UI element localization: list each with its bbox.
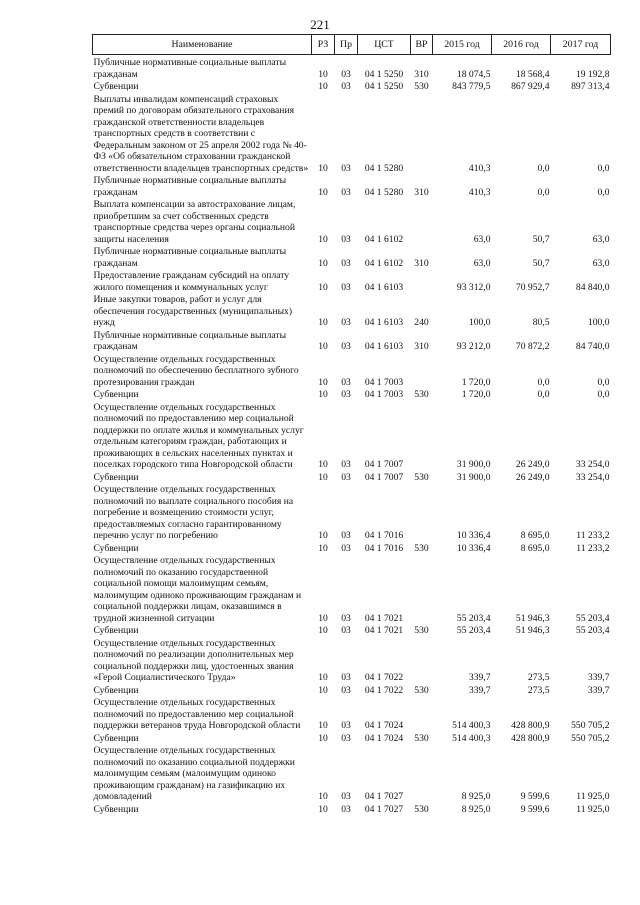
cell-2016: 50,7 [532, 257, 550, 269]
table-row [93, 353, 611, 389]
cell-2015: 31 900,0 [456, 471, 491, 483]
cell-2016: 26 249,0 [515, 471, 550, 483]
cell-pr: 03 [341, 720, 351, 731]
cell-pr: 03 [341, 684, 351, 696]
cell-2017: 11 233,2 [576, 530, 610, 541]
cell-2015: 93 212,0 [456, 341, 491, 352]
cell-vr: 530 [414, 542, 429, 554]
table-row [93, 269, 611, 293]
cell-2015: 100,0 [468, 317, 491, 328]
cell-name: Осуществление отдельных государственных полномочий по оказанию государственной социальной помощи малоимущим семьям, малоимущим одиноко проживающим гражданам и социальной поддержки лицам, оказавшимся в трудной жизненной ситуации [93, 555, 302, 624]
cell-vr [411, 744, 433, 803]
cell-cst: 04 1 7007 [364, 459, 404, 470]
cell-2017: 0,0 [597, 186, 610, 198]
cell-pr: 03 [341, 459, 351, 470]
cell-vr [411, 269, 433, 293]
cell-2016: 0,0 [537, 186, 550, 198]
cell-2017: 19 192,8 [575, 68, 610, 80]
cell-name: Субвенции [93, 684, 139, 696]
cell-2016: 70 872,2 [515, 341, 550, 352]
cell-pr: 03 [341, 389, 351, 400]
cell-2017: 63,0 [592, 257, 610, 269]
cell-pr: 03 [341, 732, 351, 744]
cell-2017: 11 925,0 [576, 803, 610, 815]
cell-name: Публичные нормативные социальные выплаты гражданам [93, 57, 287, 80]
header-rz: РЗ [312, 35, 335, 55]
cell-name: Субвенции [93, 81, 139, 92]
cell-rz: 10 [318, 186, 328, 198]
cell-2016: 8 695,0 [520, 530, 550, 541]
cell-cst: 04 1 7016 [364, 530, 404, 541]
cell-name: Выплата компенсации за автострахование лицам, приобретшим за счет собственных средств транспортные средства через органы социальной защиты населения [93, 199, 296, 245]
cell-pr: 03 [341, 803, 351, 815]
cell-vr: 530 [414, 803, 429, 815]
cell-pr: 03 [341, 162, 351, 174]
cell-2017: 0,0 [597, 389, 610, 400]
cell-2016: 0,0 [537, 162, 550, 174]
table-row [93, 554, 611, 624]
cell-vr: 310 [414, 257, 429, 269]
cell-vr: 310 [414, 341, 429, 352]
cell-2016: 51 946,3 [515, 612, 550, 624]
cell-vr [411, 696, 433, 732]
cell-2015: 55 203,4 [456, 612, 491, 624]
cell-2016: 867 929,4 [511, 81, 550, 92]
cell-rz: 10 [318, 233, 328, 245]
cell-pr: 03 [341, 672, 351, 683]
cell-2017: 55 203,4 [575, 612, 610, 624]
table-row [93, 637, 611, 684]
table-row [93, 471, 611, 484]
cell-rz: 10 [318, 162, 328, 174]
cell-vr [411, 483, 433, 542]
header-pr: Пр [335, 35, 358, 55]
cell-name: Публичные нормативные социальные выплаты гражданам [93, 246, 287, 269]
cell-cst: 04 1 7022 [364, 684, 404, 696]
table-row [93, 732, 611, 745]
cell-cst: 04 1 7007 [364, 471, 404, 483]
cell-2015: 410,3 [468, 186, 491, 198]
cell-rz: 10 [318, 257, 328, 269]
cell-2017: 63,0 [592, 233, 610, 245]
cell-2017: 55 203,4 [575, 625, 610, 636]
cell-rz: 10 [318, 376, 328, 388]
cell-vr [411, 401, 433, 471]
cell-name: Субвенции [93, 732, 139, 744]
cell-name: Иные закупки товаров, работ и услуг для обеспечения государственных (муниципальных) нужд [93, 294, 293, 328]
cell-2017: 11 233,2 [576, 542, 610, 554]
cell-pr: 03 [341, 542, 351, 554]
cell-2016: 428 800,9 [511, 720, 550, 731]
cell-2015: 55 203,4 [456, 625, 491, 636]
cell-2016: 273,5 [527, 672, 550, 683]
table-row [93, 542, 611, 555]
table-row [93, 80, 611, 93]
cell-name: Публичные нормативные социальные выплаты гражданам [93, 329, 287, 352]
cell-cst: 04 1 7021 [364, 625, 404, 636]
cell-cst: 04 1 7016 [364, 542, 404, 554]
table-row [93, 388, 611, 401]
cell-cst: 04 1 5250 [364, 68, 404, 80]
cell-vr: 530 [414, 389, 429, 400]
cell-cst: 04 1 6103 [364, 341, 404, 352]
cell-cst: 04 1 6102 [364, 233, 404, 245]
cell-vr: 310 [414, 68, 429, 80]
cell-pr: 03 [341, 233, 351, 245]
cell-2017: 550 705,2 [571, 720, 610, 731]
table-body [93, 55, 611, 816]
cell-rz: 10 [318, 720, 328, 731]
cell-name: Осуществление отдельных государственных полномочий по реализации дополнительных мер социальной поддержки лиц, удостоенных звания «Герой Социалистического Труда» [93, 637, 294, 683]
table-row [93, 245, 611, 269]
table-row [93, 684, 611, 697]
cell-pr: 03 [341, 341, 351, 352]
cell-pr: 03 [341, 376, 351, 388]
cell-pr: 03 [341, 281, 351, 293]
table-row [93, 696, 611, 732]
header-2016: 2016 год [492, 35, 551, 55]
cell-vr [411, 637, 433, 684]
table-row [93, 93, 611, 175]
cell-2015: 843 779,5 [452, 81, 491, 92]
table-row [93, 624, 611, 637]
cell-2015: 31 900,0 [456, 459, 491, 470]
cell-2017: 11 925,0 [576, 791, 610, 802]
cell-2015: 8 925,0 [461, 791, 491, 802]
table-row [93, 401, 611, 471]
cell-cst: 04 1 6102 [364, 257, 404, 269]
cell-rz: 10 [318, 672, 328, 683]
cell-rz: 10 [318, 281, 328, 293]
cell-pr: 03 [341, 530, 351, 541]
cell-cst: 04 1 5280 [364, 162, 404, 174]
cell-2015: 8 925,0 [461, 803, 491, 815]
cell-2015: 93 312,0 [456, 281, 491, 293]
cell-name: Осуществление отдельных государственных полномочий по выплате социального пособия на погребение и возмещению стоимости услуг, предоставляемых согласно гарантированному перечню услуг по погребению [93, 484, 294, 541]
cell-cst: 04 1 7024 [364, 732, 404, 744]
cell-vr [411, 93, 433, 175]
cell-2016: 70 952,7 [515, 281, 550, 293]
cell-pr: 03 [341, 68, 351, 80]
cell-2016: 9 599,6 [520, 803, 550, 815]
cell-2016: 26 249,0 [515, 459, 550, 470]
cell-cst: 04 1 7003 [364, 389, 404, 400]
cell-2016: 9 599,6 [520, 791, 550, 802]
cell-2015: 10 336,4 [456, 530, 491, 541]
cell-vr: 530 [414, 684, 429, 696]
header-cst: ЦСТ [358, 35, 411, 55]
cell-2016: 8 695,0 [520, 542, 550, 554]
table-row [93, 329, 611, 353]
cell-2017: 84 740,0 [575, 341, 610, 352]
table-row [93, 174, 611, 198]
cell-2017: 0,0 [597, 376, 610, 388]
table-row [93, 803, 611, 816]
cell-2017: 33 254,0 [575, 459, 610, 470]
cell-cst: 04 1 7024 [364, 720, 404, 731]
cell-2016: 0,0 [537, 376, 550, 388]
cell-cst: 04 1 7003 [364, 376, 404, 388]
header-vr: ВР [411, 35, 433, 55]
cell-rz: 10 [318, 471, 328, 483]
cell-name: Субвенции [93, 803, 139, 815]
table-row [93, 293, 611, 329]
cell-2015: 10 336,4 [456, 542, 491, 554]
cell-name: Публичные нормативные социальные выплаты гражданам [93, 175, 287, 198]
cell-2017: 339,7 [587, 672, 610, 683]
cell-pr: 03 [341, 317, 351, 328]
cell-name: Субвенции [93, 389, 139, 400]
table-row [93, 55, 611, 81]
cell-2017: 897 313,4 [571, 81, 610, 92]
cell-name: Выплаты инвалидам компенсаций страховых премий по договорам обязательного страхования гражданской ответственности владельцев транспортных средств в соответствии с Федеральным законом от 25 апреля 2002 года № 40-ФЗ «Об обязательном страховании гражданской ответственности владельцев транспортных средств» [93, 93, 309, 174]
table-row [93, 198, 611, 245]
cell-name: Предоставление гражданам субсидий на оплату жилого помещения и коммунальных услуг [93, 270, 290, 293]
cell-rz: 10 [318, 459, 328, 470]
cell-2017: 33 254,0 [575, 471, 610, 483]
cell-cst: 04 1 7027 [364, 803, 404, 815]
cell-vr [411, 198, 433, 245]
cell-2015: 339,7 [468, 672, 491, 683]
cell-vr: 310 [414, 186, 429, 198]
table-header [93, 35, 611, 55]
cell-cst: 04 1 7027 [364, 791, 404, 802]
cell-2017: 339,7 [587, 684, 610, 696]
cell-2016: 0,0 [537, 389, 550, 400]
cell-pr: 03 [341, 791, 351, 802]
cell-rz: 10 [318, 341, 328, 352]
cell-name: Осуществление отдельных государственных полномочий по обеспечению бесплатного зубного протезирования граждан [93, 353, 299, 388]
cell-2016: 428 800,9 [511, 732, 550, 744]
cell-cst: 04 1 7022 [364, 672, 404, 683]
cell-rz: 10 [318, 625, 328, 636]
cell-2015: 410,3 [468, 162, 491, 174]
cell-name: Субвенции [93, 625, 139, 636]
cell-rz: 10 [318, 542, 328, 554]
cell-vr [411, 353, 433, 389]
cell-rz: 10 [318, 317, 328, 328]
cell-name: Осуществление отдельных государственных полномочий по предоставлению мер социальной поддержки по оплате жилья и коммунальных услуг отдельным категориям граждан, работающих и проживающих в сельских населенных пунктах и поселках городского типа Новгородской области [93, 401, 304, 470]
cell-vr: 530 [414, 732, 429, 744]
cell-rz: 10 [318, 68, 328, 80]
cell-2016: 80,5 [532, 317, 550, 328]
cell-name: Субвенции [93, 471, 139, 483]
cell-vr: 530 [414, 81, 429, 92]
cell-name: Субвенции [93, 542, 139, 554]
cell-rz: 10 [318, 389, 328, 400]
cell-2017: 84 840,0 [575, 281, 610, 293]
cell-2015: 339,7 [468, 684, 491, 696]
cell-pr: 03 [341, 186, 351, 198]
cell-2016: 18 568,4 [515, 68, 550, 80]
cell-rz: 10 [318, 803, 328, 815]
cell-2015: 1 720,0 [461, 389, 491, 400]
table-row [93, 744, 611, 803]
cell-cst: 04 1 6103 [364, 281, 404, 293]
cell-2015: 1 720,0 [461, 376, 491, 388]
cell-vr: 530 [414, 471, 429, 483]
header-2015: 2015 год [433, 35, 492, 55]
cell-rz: 10 [318, 684, 328, 696]
cell-rz: 10 [318, 81, 328, 92]
cell-cst: 04 1 7021 [364, 612, 404, 624]
cell-cst: 04 1 6103 [364, 317, 404, 328]
cell-pr: 03 [341, 625, 351, 636]
header-name: Наименование [93, 35, 312, 55]
cell-vr [411, 554, 433, 624]
cell-pr: 03 [341, 612, 351, 624]
budget-table [92, 34, 611, 815]
cell-2015: 18 074,5 [456, 68, 491, 80]
cell-vr: 240 [414, 317, 429, 328]
cell-2017: 0,0 [597, 162, 610, 174]
cell-2017: 550 705,2 [571, 732, 610, 744]
cell-2016: 51 946,3 [515, 625, 550, 636]
cell-name: Осуществление отдельных государственных полномочий по оказанию социальной поддержки малоимущим семьям (малоимущим одиноко проживающим гражданам) на газификацию их домовладений [93, 745, 295, 802]
cell-cst: 04 1 5280 [364, 186, 404, 198]
table-row [93, 483, 611, 542]
cell-2016: 50,7 [532, 233, 550, 245]
cell-2017: 100,0 [587, 317, 610, 328]
page-number: 221 [310, 17, 330, 32]
cell-pr: 03 [341, 257, 351, 269]
cell-pr: 03 [341, 81, 351, 92]
cell-cst: 04 1 5250 [364, 81, 404, 92]
cell-rz: 10 [318, 732, 328, 744]
cell-pr: 03 [341, 471, 351, 483]
header-2017: 2017 год [551, 35, 611, 55]
cell-rz: 10 [318, 530, 328, 541]
cell-2016: 273,5 [527, 684, 550, 696]
cell-vr: 530 [414, 625, 429, 636]
cell-2015: 63,0 [473, 233, 491, 245]
cell-2015: 514 400,3 [452, 732, 491, 744]
cell-2015: 63,0 [473, 257, 491, 269]
cell-rz: 10 [318, 791, 328, 802]
cell-name: Осуществление отдельных государственных полномочий по предоставлению мер социальной поддержки ветеранов труда Новгородской области [93, 697, 301, 731]
cell-rz: 10 [318, 612, 328, 624]
cell-2015: 514 400,3 [452, 720, 491, 731]
